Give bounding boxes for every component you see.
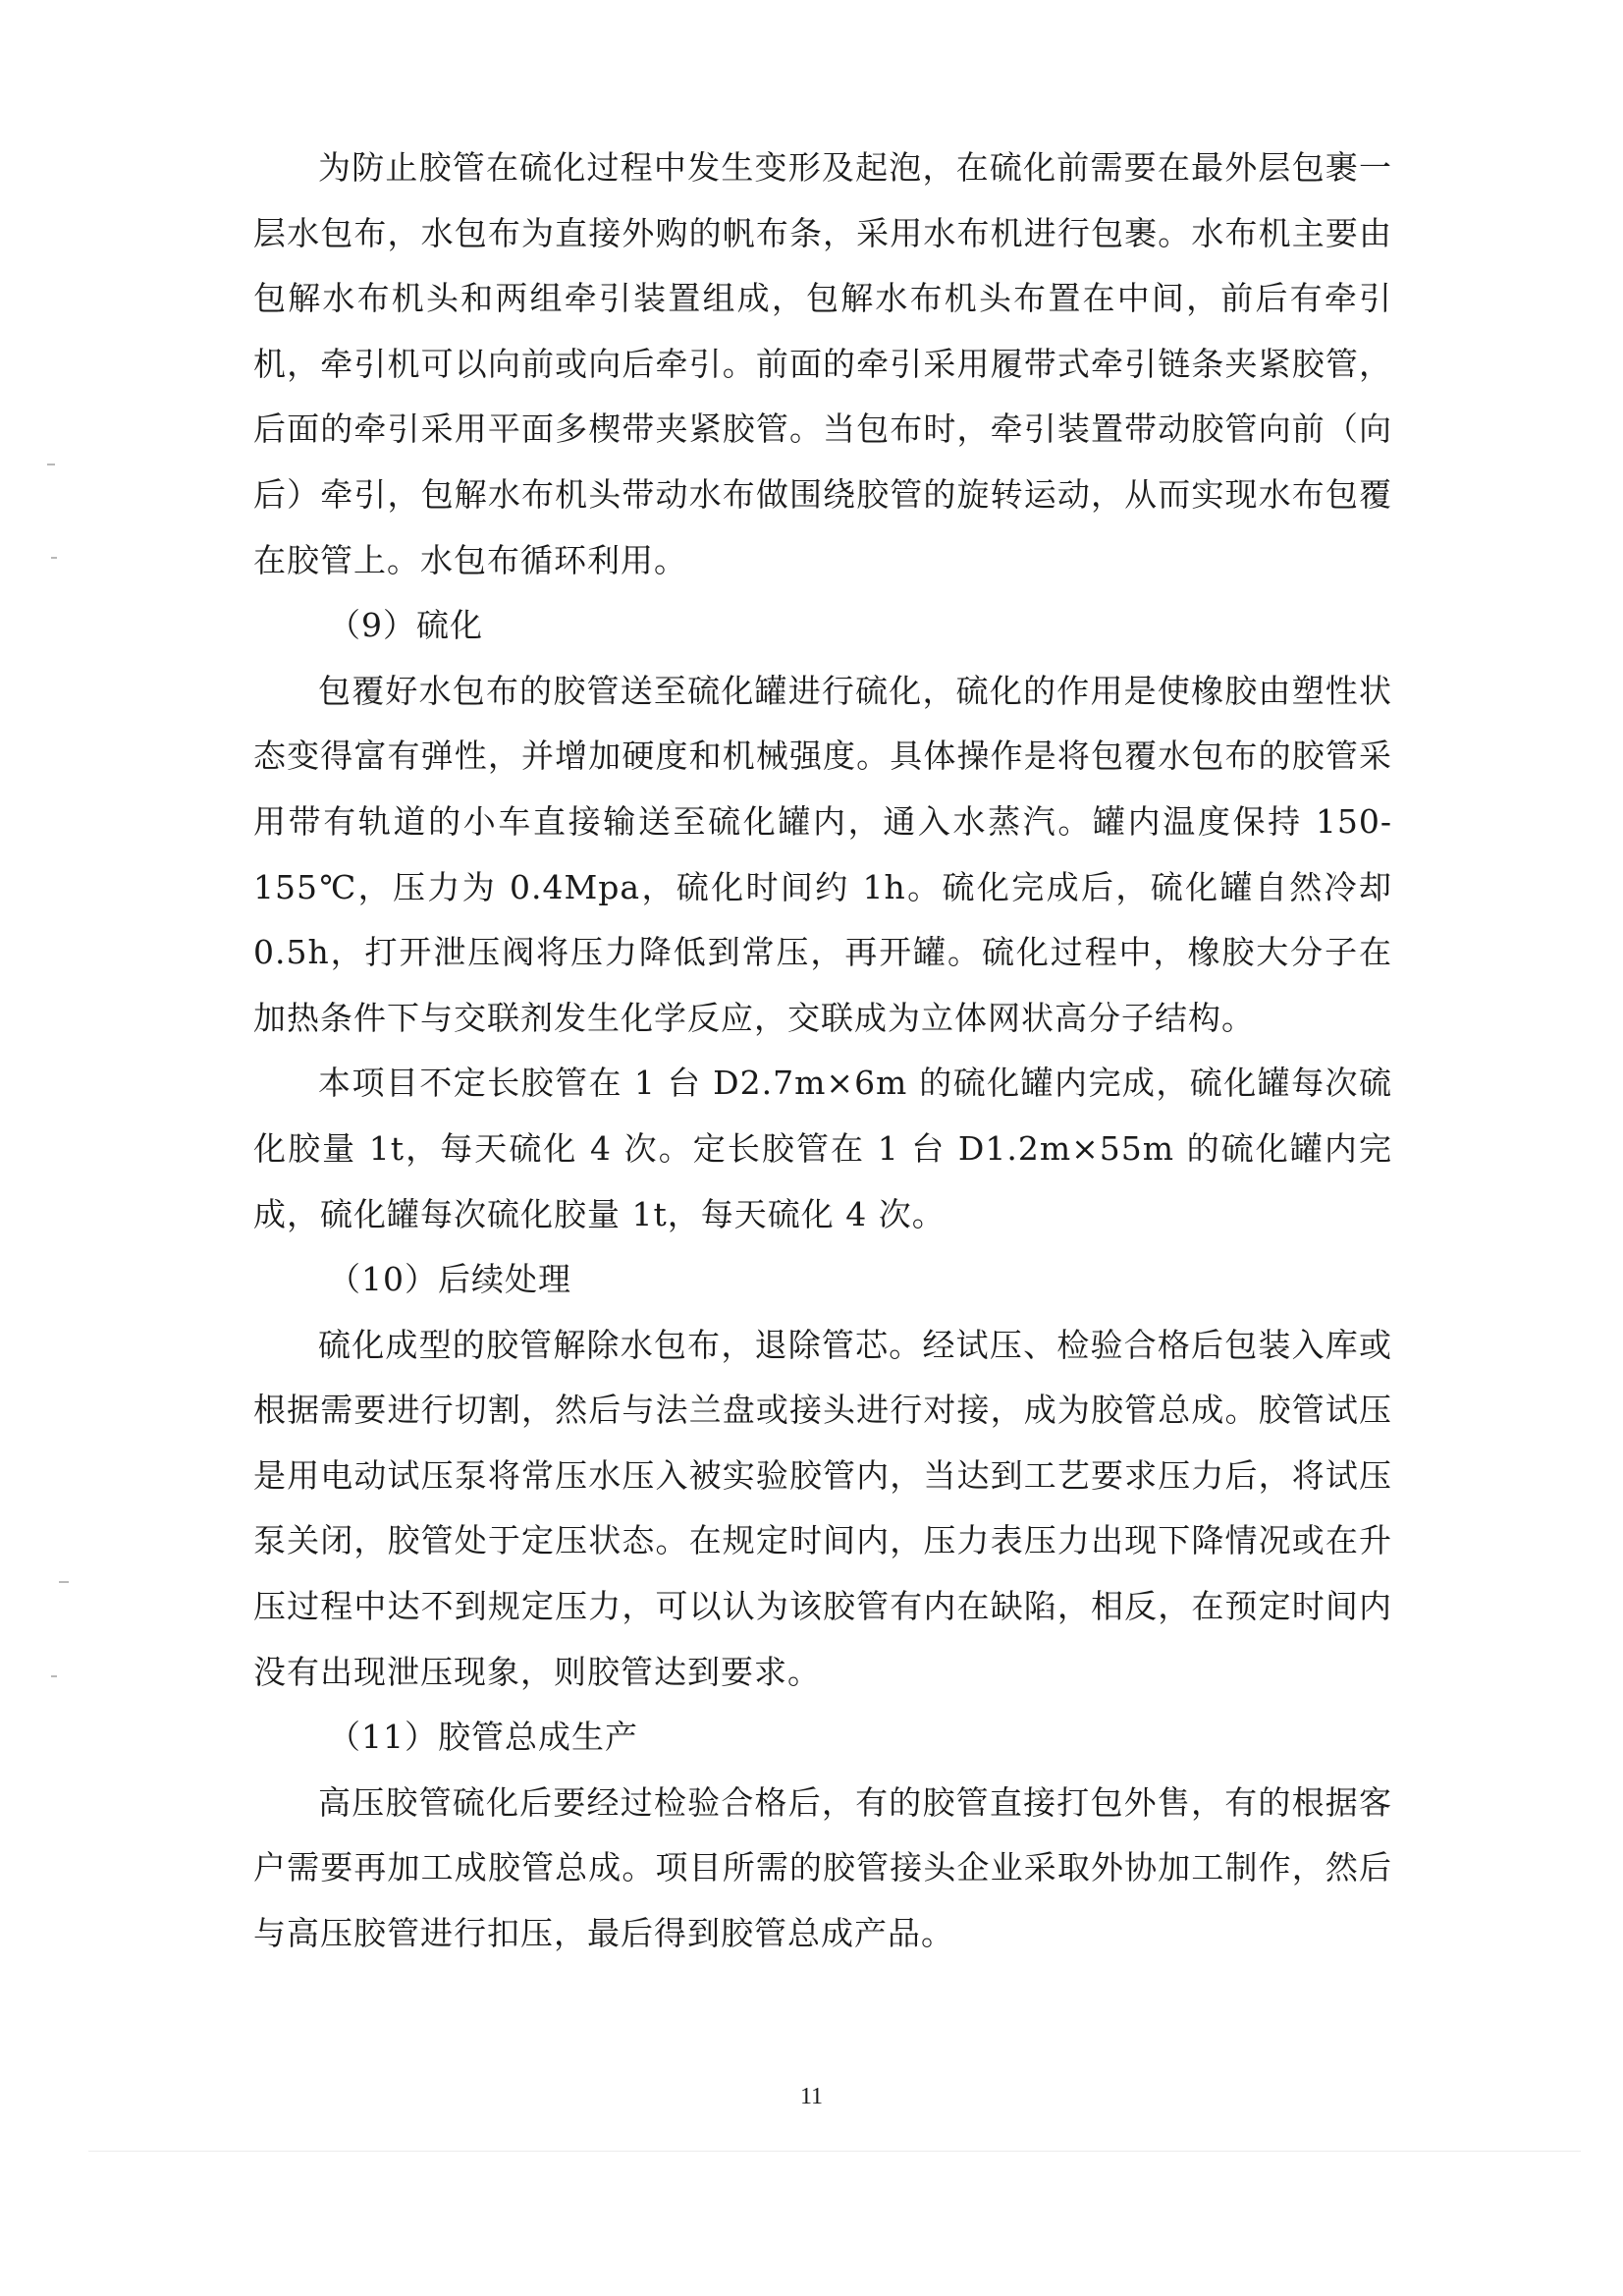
scan-speck <box>59 1581 69 1583</box>
section-heading-vulcanization: （9）硫化 <box>328 606 483 645</box>
paragraph-post-processing: 硫化成型的胶管解除水包布，退除管芯。经试压、检验合格后包装入库或根据需要进行切割，然后与法兰盘或接头进行对接，成为胶管总成。胶管试压是用电动试压泵将常压水压入被实验胶管内，当达到工艺要求压力后，将试压泵关闭，胶管处于定压状态。在规定时间内，压力表压力出现下降情况或在升压过程中达不到规定压力，可以认为该胶管有内在缺陷，相反，在预定时间内没有出现泄压现象，则胶管达到要求。 <box>253 1325 1392 1691</box>
paragraph-vulcanization-tanks: 本项目不定长胶管在 1 台 D2.7m×6m 的硫化罐内完成，硫化罐每次硫化胶量 1t，每天硫化 4 次。定长胶管在 1 台 D1.2m×55m 的硫化罐内完成，硫化罐每次硫化胶量 1t，每天硫化 4 次。 <box>253 1064 1392 1233</box>
paragraph-vulcanization-process: 包覆好水包布的胶管送至硫化罐进行硫化，硫化的作用是使橡胶由塑性状态变得富有弹性，并增加硬度和机械强度。具体操作是将包覆水包布的胶管采用带有轨道的小车直接输送至硫化罐内，通入水蒸汽。罐内温度保持 150-155℃，压力为 0.4Mpa，硫化时间约 1h。硫化完成后，硫化罐自然冷却 0.5h，打开泄压阀将压力降低到常压，再开罐。硫化过程中，橡胶大分子在加热条件下与交联剂发生化学反应，交联成为立体网状高分子结构。 <box>253 671 1392 1037</box>
scan-speck <box>51 1675 57 1677</box>
section-heading-hose-assembly: （11）胶管总成生产 <box>328 1718 638 1757</box>
scan-edge-line <box>88 2151 1581 2152</box>
section-heading-post-processing: （10）后续处理 <box>328 1260 571 1299</box>
paragraph-water-wrap-cloth: 为防止胶管在硫化过程中发生变形及起泡，在硫化前需要在最外层包裹一层水包布，水包布为直接外购的帆布条，采用水布机进行包裹。水布机主要由包解水布机头和两组牵引装置组成，包解水布机头布置在中间，前后有牵引机，牵引机可以向前或向后牵引。前面的牵引采用履带式牵引链条夹紧胶管，后面的牵引采用平面多楔带夹紧胶管。当包布时，牵引装置带动胶管向前（向后）牵引，包解水布机头带动水布做围绕胶管的旋转运动，从而实现水布包覆在胶管上。水包布循环利用。 <box>253 148 1392 579</box>
page-number: 11 <box>799 2084 824 2109</box>
paragraph-hose-assembly: 高压胶管硫化后要经过检验合格后，有的胶管直接打包外售，有的根据客户需要再加工成胶管总成。项目所需的胶管接头企业采取外协加工制作，然后与高压胶管进行扣压，最后得到胶管总成产品。 <box>253 1782 1392 1953</box>
document-body <box>253 136 1392 1967</box>
scan-speck <box>47 464 55 465</box>
scan-speck <box>51 557 57 559</box>
